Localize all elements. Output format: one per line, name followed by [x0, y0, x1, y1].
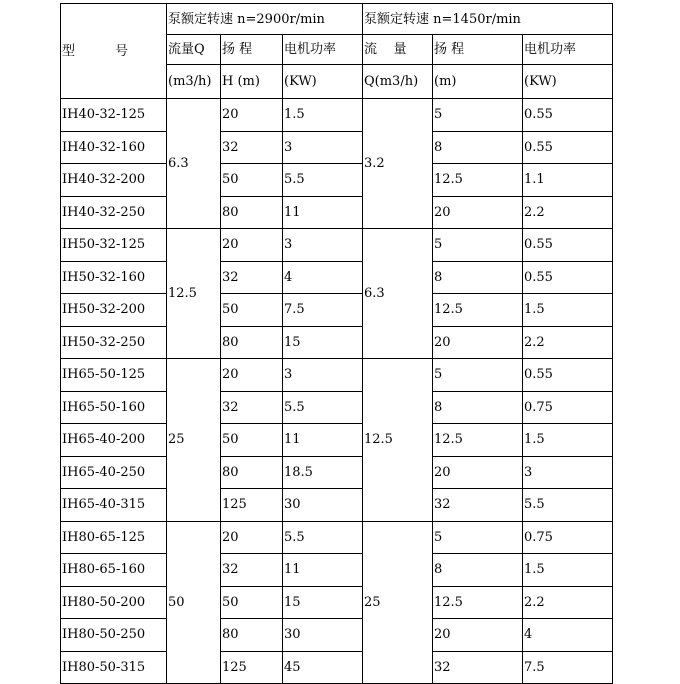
head-1450-cell: 12.5 [433, 586, 523, 619]
table-row [61, 294, 613, 327]
table-row [61, 229, 613, 262]
head-2900-unit: H (m) [221, 65, 283, 99]
power-2900-header: 电机功率 [283, 35, 363, 65]
flow-1450-cell: 6.3 [363, 229, 433, 359]
head-1450-cell: 12.5 [433, 164, 523, 197]
model-cell: IH65-40-315 [61, 489, 167, 522]
power-1450-cell: 0.75 [523, 521, 613, 554]
speed-2900-header: 泵额定转速 n=2900r/min [167, 4, 363, 35]
head-2900-cell: 32 [221, 131, 283, 164]
power-2900-cell: 4 [283, 261, 363, 294]
model-header-left: 型 [62, 43, 76, 59]
power-2900-cell: 5.5 [283, 521, 363, 554]
power-1450-cell: 0.55 [523, 131, 613, 164]
power-1450-header: 电机功率 [523, 35, 613, 65]
power-1450-cell: 0.55 [523, 99, 613, 132]
head-1450-cell: 20 [433, 326, 523, 359]
head-2900-header: 扬 程 [221, 35, 283, 65]
head-2900-cell: 80 [221, 456, 283, 489]
power-1450-cell: 1.5 [523, 554, 613, 587]
table-row [61, 99, 613, 132]
model-cell: IH80-50-315 [61, 651, 167, 684]
model-header-right: 号 [115, 43, 129, 59]
pump-spec-table [60, 3, 613, 684]
flow-2900-unit: (m3/h) [167, 65, 221, 99]
flow-2900-cell: 25 [167, 359, 221, 522]
power-1450-cell: 0.55 [523, 261, 613, 294]
table-row [61, 456, 613, 489]
head-1450-cell: 5 [433, 99, 523, 132]
flow-1450-unit: Q(m3/h) [363, 65, 433, 99]
power-1450-unit: (KW) [523, 65, 613, 99]
power-2900-cell: 7.5 [283, 294, 363, 327]
power-2900-cell: 30 [283, 619, 363, 652]
head-2900-cell: 80 [221, 196, 283, 229]
power-1450-cell: 5.5 [523, 489, 613, 522]
flow-1450-cell: 3.2 [363, 99, 433, 229]
table-row [61, 359, 613, 392]
power-2900-cell: 3 [283, 229, 363, 262]
head-2900-cell: 32 [221, 261, 283, 294]
head-1450-cell: 20 [433, 456, 523, 489]
head-1450-cell: 20 [433, 196, 523, 229]
power-2900-cell: 45 [283, 651, 363, 684]
power-1450-cell: 4 [523, 619, 613, 652]
flow-2900-cell: 6.3 [167, 99, 221, 229]
head-1450-cell: 8 [433, 554, 523, 587]
flow-1450-cell: 12.5 [363, 359, 433, 522]
flow-2900-cell: 12.5 [167, 229, 221, 359]
power-2900-cell: 15 [283, 586, 363, 619]
head-2900-cell: 32 [221, 554, 283, 587]
head-2900-cell: 80 [221, 326, 283, 359]
model-cell: IH40-32-160 [61, 131, 167, 164]
power-1450-cell: 7.5 [523, 651, 613, 684]
table-row [61, 391, 613, 424]
model-cell: IH80-65-160 [61, 554, 167, 587]
model-cell: IH65-40-250 [61, 456, 167, 489]
model-cell: IH40-32-125 [61, 99, 167, 132]
head-1450-cell: 12.5 [433, 424, 523, 457]
flow-1450-header: 流 量 [363, 35, 433, 65]
power-2900-cell: 3 [283, 359, 363, 392]
power-1450-cell: 2.2 [523, 326, 613, 359]
model-cell: IH80-50-250 [61, 619, 167, 652]
power-2900-cell: 5.5 [283, 391, 363, 424]
table-row [61, 164, 613, 197]
head-1450-cell: 5 [433, 359, 523, 392]
head-1450-header: 扬 程 [433, 35, 523, 65]
head-2900-cell: 50 [221, 294, 283, 327]
table-row [61, 586, 613, 619]
power-1450-cell: 3 [523, 456, 613, 489]
head-1450-cell: 32 [433, 489, 523, 522]
table-row [61, 489, 613, 522]
head-1450-cell: 32 [433, 651, 523, 684]
power-1450-cell: 2.2 [523, 586, 613, 619]
power-1450-cell: 1.5 [523, 294, 613, 327]
head-2900-cell: 20 [221, 359, 283, 392]
head-2900-cell: 20 [221, 229, 283, 262]
power-2900-cell: 15 [283, 326, 363, 359]
table-row [61, 554, 613, 587]
head-2900-cell: 20 [221, 521, 283, 554]
head-1450-cell: 8 [433, 261, 523, 294]
power-2900-cell: 11 [283, 196, 363, 229]
head-1450-cell: 12.5 [433, 294, 523, 327]
head-2900-cell: 32 [221, 391, 283, 424]
table-row [61, 521, 613, 554]
power-1450-cell: 1.5 [523, 424, 613, 457]
model-cell: IH50-32-125 [61, 229, 167, 262]
table-row [61, 326, 613, 359]
model-cell: IH65-50-160 [61, 391, 167, 424]
model-cell: IH80-50-200 [61, 586, 167, 619]
head-1450-cell: 20 [433, 619, 523, 652]
power-2900-cell: 11 [283, 424, 363, 457]
head-2900-cell: 125 [221, 489, 283, 522]
model-cell: IH50-32-160 [61, 261, 167, 294]
model-cell: IH40-32-250 [61, 196, 167, 229]
head-1450-cell: 5 [433, 521, 523, 554]
power-2900-cell: 30 [283, 489, 363, 522]
power-2900-unit: (KW) [283, 65, 363, 99]
head-2900-cell: 50 [221, 424, 283, 457]
table-row [61, 131, 613, 164]
head-2900-cell: 50 [221, 164, 283, 197]
model-cell: IH40-32-200 [61, 164, 167, 197]
flow-2900-header: 流量Q [167, 35, 221, 65]
power-2900-cell: 1.5 [283, 99, 363, 132]
speed-1450-header: 泵额定转速 n=1450r/min [363, 4, 613, 35]
power-2900-cell: 11 [283, 554, 363, 587]
head-1450-cell: 8 [433, 131, 523, 164]
power-2900-cell: 18.5 [283, 456, 363, 489]
head-2900-cell: 50 [221, 586, 283, 619]
head-2900-cell: 80 [221, 619, 283, 652]
model-cell: IH65-40-200 [61, 424, 167, 457]
spec-table-body [61, 4, 613, 684]
table-row [61, 424, 613, 457]
head-1450-cell: 5 [433, 229, 523, 262]
power-2900-cell: 5.5 [283, 164, 363, 197]
head-1450-cell: 8 [433, 391, 523, 424]
model-cell: IH50-32-200 [61, 294, 167, 327]
power-1450-cell: 2.2 [523, 196, 613, 229]
model-header [61, 4, 167, 99]
head-2900-cell: 20 [221, 99, 283, 132]
table-row [61, 619, 613, 652]
table-row [61, 261, 613, 294]
model-cell: IH65-50-125 [61, 359, 167, 392]
power-1450-cell: 0.55 [523, 359, 613, 392]
power-1450-cell: 0.55 [523, 229, 613, 262]
power-1450-cell: 1.1 [523, 164, 613, 197]
power-2900-cell: 3 [283, 131, 363, 164]
head-1450-unit: (m) [433, 65, 523, 99]
flow-1450-cell: 25 [363, 521, 433, 684]
table-row [61, 651, 613, 684]
flow-2900-cell: 50 [167, 521, 221, 684]
head-2900-cell: 125 [221, 651, 283, 684]
power-1450-cell: 0.75 [523, 391, 613, 424]
model-cell: IH80-65-125 [61, 521, 167, 554]
table-row [61, 196, 613, 229]
model-cell: IH50-32-250 [61, 326, 167, 359]
